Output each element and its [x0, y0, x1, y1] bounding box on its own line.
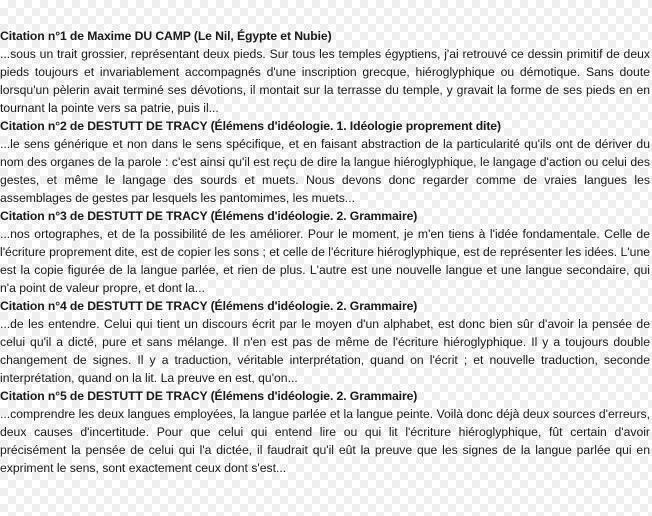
citation-title: Citation n°4 de DESTUTT DE TRACY (Élémens d'idéologie. 2. Grammaire): [0, 299, 418, 313]
citation-text: ...nos ortographes, et de la possibilité de les améliorer. Pour le moment, je m'en tiens à l'idée fondamentale. Celle de l'écriture proprement dite, est de copier les sons ; et celle de l'écriture hiéroglyphique, est de représenter les idées. L'une est la copie figurée de la langue parlée, et rien de plus. L'autre est une nouvelle langue et une langue secondaire, qui n'a point de valeur propre, et dont la...: [0, 227, 650, 295]
citation-3: [0, 207, 652, 297]
citation-text: ...comprendre les deux langues employées, la langue parlée et la langue peinte. Voilà donc déjà deux sources d'erreurs, deux causes d'incertitude. Pour que celui qui entend lire ou qui lit l'écriture hiéroglyphique, fût certain d'avoir précisément la pensée de celui qui l'a dictée, il faudrait qu'il eût la preuve que les signes de la langue parlée qui en expriment le sens, sont exactement ceux dont s'est...: [0, 407, 650, 475]
citation-title: Citation n°1 de Maxime DU CAMP (Le Nil, Égypte et Nubie): [0, 29, 332, 43]
citation-title: Citation n°2 de DESTUTT DE TRACY (Élémens d'idéologie. 1. Idéologie proprement dite): [0, 119, 501, 133]
citation-2: [0, 117, 652, 207]
citation-4: [0, 297, 652, 387]
citation-5: [0, 387, 652, 477]
citation-text: ...le sens générique et non dans le sens spécifique, et en faisant abstraction de la particularité qu'ils ont de dériver du nom des organes de la parole : c'est ainsi qu'il est reçu de dire la langue hiéroglyphique, le langage d'action ou celui des gestes, et même le langage des sourds et muets. Nous devons donc regarder comme de vraies langues les assemblages de gestes par lesquels les pantomimes, les muets...: [0, 137, 650, 205]
citation-1: [0, 27, 652, 117]
citation-text: ...de les entendre. Celui qui tient un discours écrit par le moyen d'un alphabet, est donc bien sûr d'avoir la pensée de celui qu'il a dicté, pure et sans mélange. Il n'en est pas de même de l'écriture hiéroglyphique. Il y a toujours double changement de signes. Il y a traduction, véritable interprétation, quand on l'écrit ; et nouvelle traduction, seconde interprétation, quand on la lit. La preuve en est, qu'on...: [0, 317, 650, 385]
citations-document: [0, 27, 652, 477]
citation-title: Citation n°3 de DESTUTT DE TRACY (Élémens d'idéologie. 2. Grammaire): [0, 209, 418, 223]
citation-title: Citation n°5 de DESTUTT DE TRACY (Élémens d'idéologie. 2. Grammaire): [0, 389, 418, 403]
citation-text: ...sous un trait grossier, représentant deux pieds. Sur tous les temples égyptiens, j'ai retrouvé ce dessin primitif de deux pieds toujours et invariablement accompagnés d'une inscription grecque, hiéroglyphique ou démotique. Sans doute lorsqu'un pèlerin avait terminé ses dévotions, il montait sur la terrasse du temple, y gravait la forme de ses pieds en en tournant la pointe vers sa patrie, puis il...: [0, 47, 650, 115]
